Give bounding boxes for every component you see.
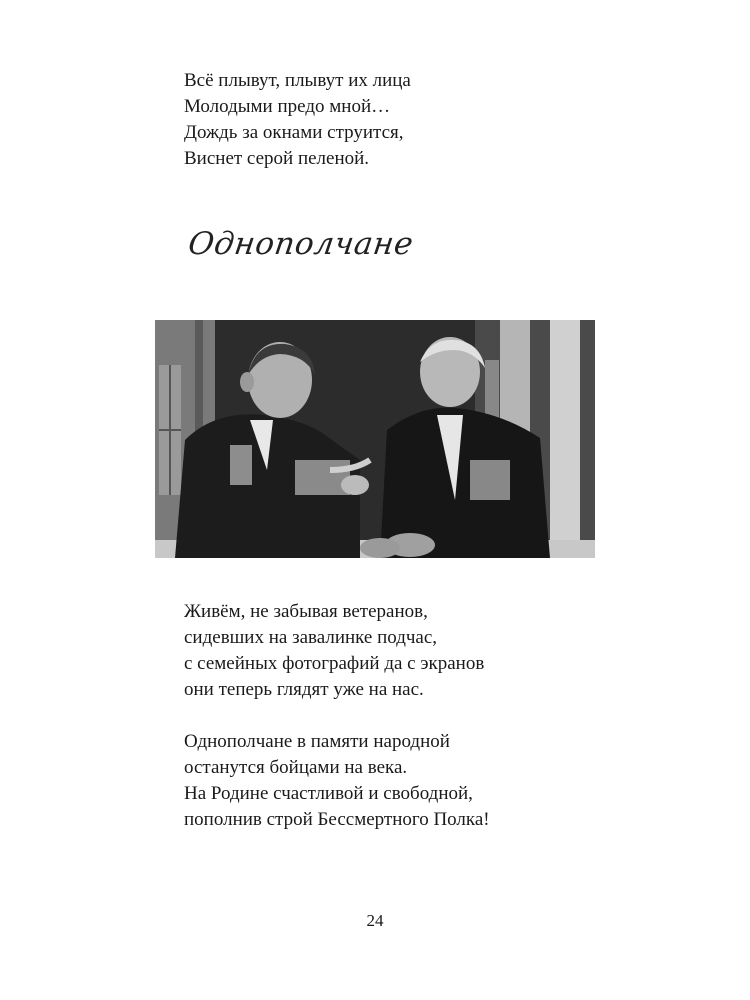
veterans-photo (155, 320, 595, 558)
poem-line: они теперь глядят уже на нас. (184, 679, 424, 700)
poem-line: сидевших на завалинке подчас, (184, 627, 438, 648)
poem-line: Всё плывут, плывут их лица (184, 70, 411, 91)
poem-line: Молодыми предо мной… (184, 96, 391, 117)
poem-line: Однополчане в памяти народной (184, 731, 450, 752)
page-number: 24 (366, 911, 384, 930)
stanza-top (184, 68, 411, 172)
poem-line: Виснет серой пеленой. (184, 148, 370, 169)
poem-line: Живём, не забывая ветеранов, (184, 601, 428, 622)
poem-line: пополнив строй Бессмертного Полка! (184, 809, 490, 830)
poem-line: На Родине счастливой и свободной, (184, 783, 473, 804)
poem-line: с семейных фотографий да с экранов (184, 653, 485, 674)
stanza-2 (184, 729, 490, 833)
poem-title: Однополчане (186, 226, 416, 262)
poem-line: останутся бойцами на века. (184, 757, 408, 778)
stanza-1 (184, 599, 484, 703)
poem-line: Дождь за окнами струится, (184, 122, 404, 143)
